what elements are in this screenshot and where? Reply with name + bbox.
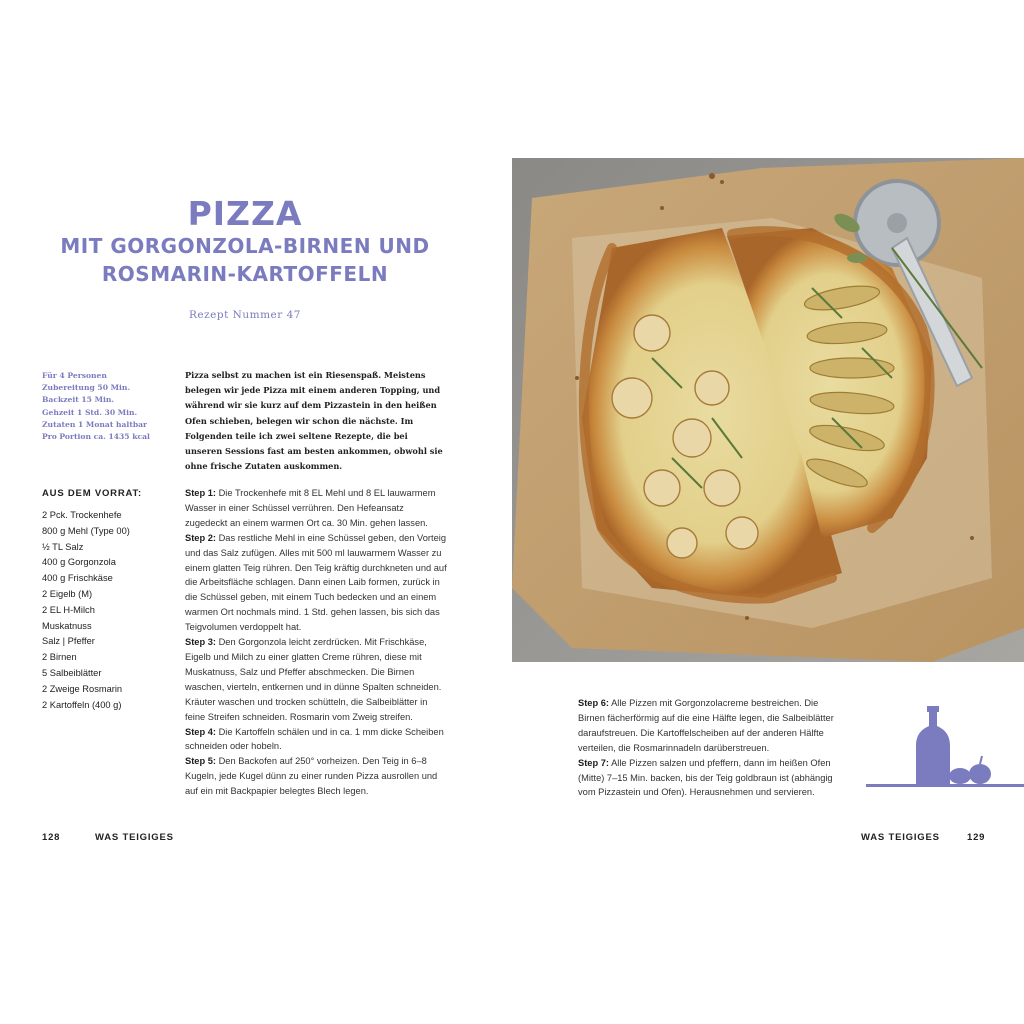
page-number-left: 128 <box>42 832 61 843</box>
steps-right-column <box>578 696 840 800</box>
step-7 <box>578 756 840 801</box>
step-label: Step 2: <box>185 532 216 543</box>
ingredient-item: 2 Pck. Trockenhefe <box>42 510 122 520</box>
ingredient-item: 2 Zweige Rosmarin <box>42 683 123 694</box>
step-6 <box>578 696 840 756</box>
recipe-meta <box>42 370 182 443</box>
step-5 <box>185 754 447 799</box>
section-title-left: WAS TEIGIGES <box>95 832 174 843</box>
step-label: Step 6: <box>578 698 609 708</box>
ingredient-item: 400 g Frischkäse <box>42 573 113 584</box>
ingredient-item: ½ TL Salz <box>42 541 84 552</box>
ingredient-list <box>42 508 130 713</box>
ingredient-item: Salz | Pfeffer <box>42 636 95 647</box>
step-label: Step 3: <box>185 637 216 648</box>
pantry-heading: AUS DEM VORRAT: <box>42 488 142 499</box>
step-text: Alle Pizzen mit Gorgonzolacreme bestreichen. Die Birnen fächerförmig auf die eine Hälfte legen, die Salbeiblätter daraufstreuen. Die Kartoffelscheiben auf der anderen Hälfte verteilen, die Rosmarinnadeln darüberstreuen. <box>578 698 834 753</box>
recipe-number: Rezept Nummer 47 <box>189 309 301 321</box>
step-label: Step 7: <box>578 757 609 768</box>
steps-left-column <box>185 486 447 799</box>
recipe-subtitle-line1: MIT GORGONZOLA-BIRNEN UND <box>60 234 430 258</box>
step-text: Den Gorgonzola leicht zerdrücken. Mit Frischkäse, Eigelb und Milch zu einer glatten Creme rühren, diese mit Muskatnuss, Salz und Pfeffer abschmecken. Die Birnen waschen, vierteln, entkernen und in dünne Spalten schneiden. Kräuter waschen und trocken schütteln, die Salbeiblätter in feine Streifen schneiden. Rosmarin vom Zweig streifen. <box>185 637 442 722</box>
recipe-title: PIZZA <box>187 194 303 233</box>
step-label: Step 5: <box>185 756 216 767</box>
recipe-subtitle-line2: ROSMARIN-KARTOFFELN <box>101 262 389 286</box>
bottle-icon <box>866 704 1024 790</box>
step-text: Die Kartoffeln schälen und in ca. 1 mm dicke Scheiben schneiden oder hobeln. <box>185 726 444 752</box>
step-label: Step 4: <box>185 726 216 737</box>
step-text: Das restliche Mehl in eine Schüssel geben, den Vorteig und das Salz zufügen. Alles mit 500 ml lauwarmem Wasser zu einem glatten Teig rühren. Den Teig kräftig durchkneten und auf die Arbeitsfläche schlagen. Dann einen Laib formen, zurück in die Schüssel geben, mit einem Tuch bedecken und an einem warmen Ort nochmals mind. 1 Std. gehen lassen, bis sich das Teigvolumen verdoppelt hat. <box>185 532 447 633</box>
meta-rise-time: Gehzeit 1 Std. 30 Min. <box>42 407 138 417</box>
ingredient-item: 5 Salbeiblätter <box>42 667 102 678</box>
step-label: Step 1: <box>185 488 216 498</box>
page-number-right: 129 <box>967 832 986 843</box>
ingredient-item: 2 Birnen <box>42 652 77 663</box>
step-text: Alle Pizzen salzen und pfeffern, dann im heißen Ofen (Mitte) 7–15 Min. backen, bis der Teig goldbraun ist (abhängig vom Pizzastein und Ofen). Herausnehmen und servieren. <box>578 757 833 798</box>
intro-paragraph: Pizza selbst zu machen ist ein Riesenspaß. Meistens belegen wir jede Pizza mit einem anderen Topping, und während wir sie kurz auf dem Pizzastein in den heißen Ofen schieben, belegen wir schon die nächste. Im Folgenden teile ich zwei seltene Rezepte, die bei unseren Sessions fast am besten ankommen, obwohl sie ohne frische Zutaten auskommen. <box>185 370 443 472</box>
ingredient-item: 400 g Gorgonzola <box>42 557 116 568</box>
ingredient-item: 2 Eigelb (M) <box>42 588 93 599</box>
meta-shelf-life: Zutaten 1 Monat haltbar <box>42 419 148 429</box>
step-text: Den Backofen auf 250° vorheizen. Den Teig in 6–8 Kugeln, jede Kugel dünn zu einer runden Pizza ausrollen und auf ein mit Backpapier belegtes Blech legen. <box>185 756 438 797</box>
step-1 <box>185 486 447 531</box>
step-2 <box>185 531 447 635</box>
step-4 <box>185 725 447 755</box>
step-3 <box>185 635 447 724</box>
meta-servings: Für 4 Personen <box>42 371 107 380</box>
step-text: Die Trockenhefe mit 8 EL Mehl und 8 EL lauwarmem Wasser in einer Schüssel verrühren. Den Hefeansatz zugedeckt an einem warmen Ort ca. 30 Min. gehen lassen. <box>185 488 436 528</box>
garlic-icon <box>949 756 991 784</box>
ingredient-item: Muskatnuss <box>42 620 92 631</box>
ingredient-item: 2 Kartoffeln (400 g) <box>42 699 122 710</box>
meta-bake-time: Backzeit 15 Min. <box>42 395 115 405</box>
meta-calories: Pro Portion ca. 1435 kcal <box>42 432 150 442</box>
pizza-photo <box>512 158 1024 662</box>
ingredient-item: 800 g Mehl (Type 00) <box>42 525 130 536</box>
meta-prep-time: Zubereitung 50 Min. <box>42 383 131 393</box>
ingredient-item: 2 EL H-Milch <box>42 604 95 615</box>
section-title-right: WAS TEIGIGES <box>861 832 940 843</box>
